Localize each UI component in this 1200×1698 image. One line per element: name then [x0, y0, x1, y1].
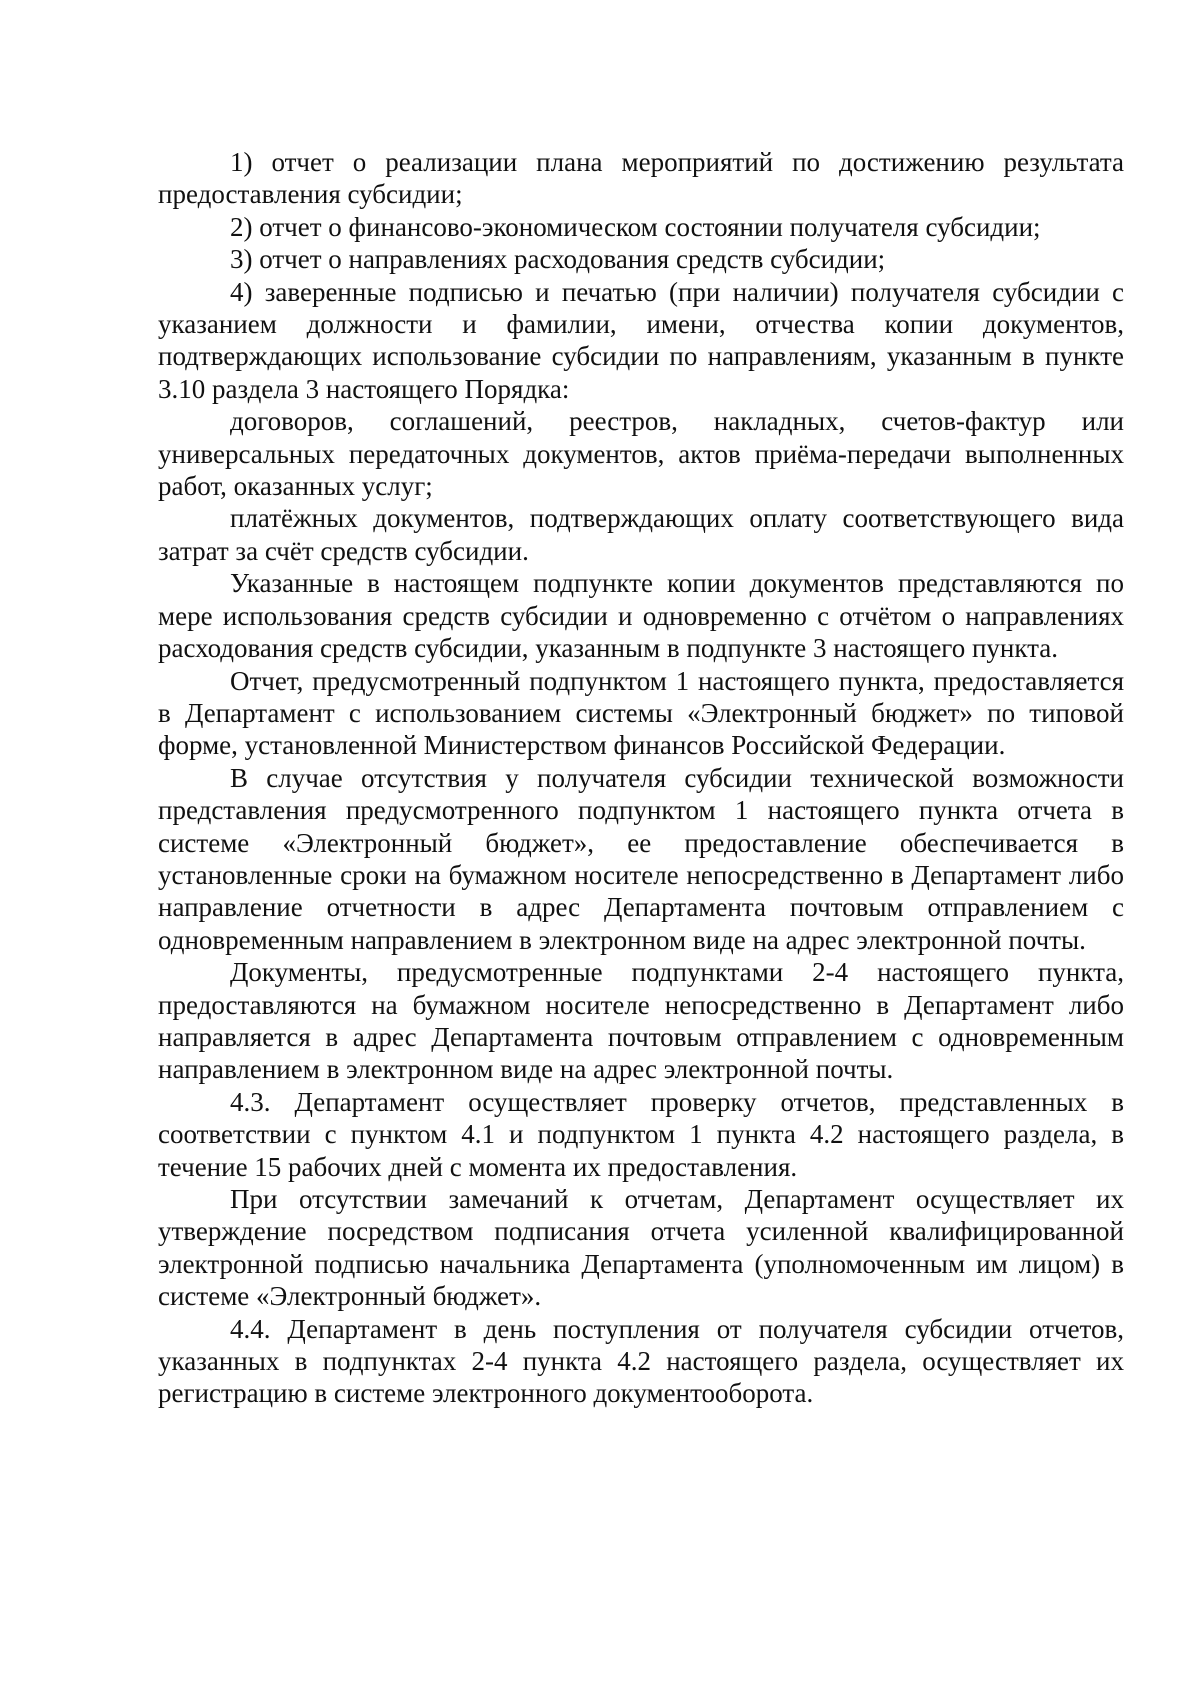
paragraph-4-3: 4.3. Департамент осуществляет проверку отчетов, представленных в соответствии с пунктом 4.1 и подпунктом 1 пункта 4.2 настоящего раздела, в течение 15 рабочих дней с момента их предоставления. [158, 1086, 1124, 1182]
paragraph-4-4: 4.4. Департамент в день поступления от получателя субсидии отчетов, указанных в подпунктах 2-4 пункта 4.2 настоящего раздела, осуществляет их регистрацию в системе электронного документооборота. [158, 1313, 1124, 1409]
paragraph-documents-2-4: Документы, предусмотренные подпунктами 2-4 настоящего пункта, предоставляются на бумажном носителе непосредственно в Департамент либо направляется в адрес Департамента почтовым отправлением с одновременным направлением в электронном виде на адрес электронной почты. [158, 957, 1124, 1085]
document-page [158, 146, 1124, 1410]
paragraph-approval: При отсутствии замечаний к отчетам, Департамент осуществляет их утверждение посредством подписания отчета усиленной квалифицированной электронной подписью начальника Департамента (уполномоченным им лицом) в системе «Электронный бюджет». [158, 1184, 1124, 1312]
paragraph-item-2: 2) отчет о финансово-экономическом состоянии получателя субсидии; [230, 211, 1041, 242]
paragraph-no-technical: В случае отсутствия у получателя субсидии технической возможности представления предусмотренного подпунктом 1 настоящего пункта отчета в системе «Электронный бюджет», ее предоставление обеспечивается в установленные сроки на бумажном носителе непосредственно в Департамент либо направление отчетности в адрес Департамента почтовым отправлением с одновременным направлением в электронном виде на адрес электронной почты. [158, 762, 1124, 955]
paragraph-item-3: 3) отчет о направлениях расходования средств субсидии; [230, 244, 886, 275]
paragraph-copies-note: Указанные в настоящем подпункте копии документов представляются по мере использования средств субсидии и одновременно с отчётом о направлениях расходования средств субсидии, указанным в подпункте 3 настоящего пункта. [158, 568, 1124, 664]
paragraph-contracts: договоров, соглашений, реестров, накладных, счетов-фактур или универсальных передаточных документов, актов приёма-передачи выполненных работ, оказанных услуг; [158, 406, 1124, 502]
paragraph-item-1: 1) отчет о реализации плана мероприятий по достижению результата предоставления субсидии; [158, 147, 1124, 210]
paragraph-report-form: Отчет, предусмотренный подпунктом 1 настоящего пункта, предоставляется в Департамент с использованием системы «Электронный бюджет» по типовой форме, установленной Министерством финансов Российской Федерации. [158, 665, 1124, 761]
paragraph-payment-docs: платёжных документов, подтверждающих оплату соответствующего вида затрат за счёт средств субсидии. [158, 503, 1124, 566]
paragraph-item-4: 4) заверенные подписью и печатью (при наличии) получателя субсидии с указанием должности и фамилии, имени, отчества копии документов, подтверждающих использование субсидии по направлениям, указанным в пункте 3.10 раздела 3 настоящего Порядка: [158, 276, 1124, 404]
